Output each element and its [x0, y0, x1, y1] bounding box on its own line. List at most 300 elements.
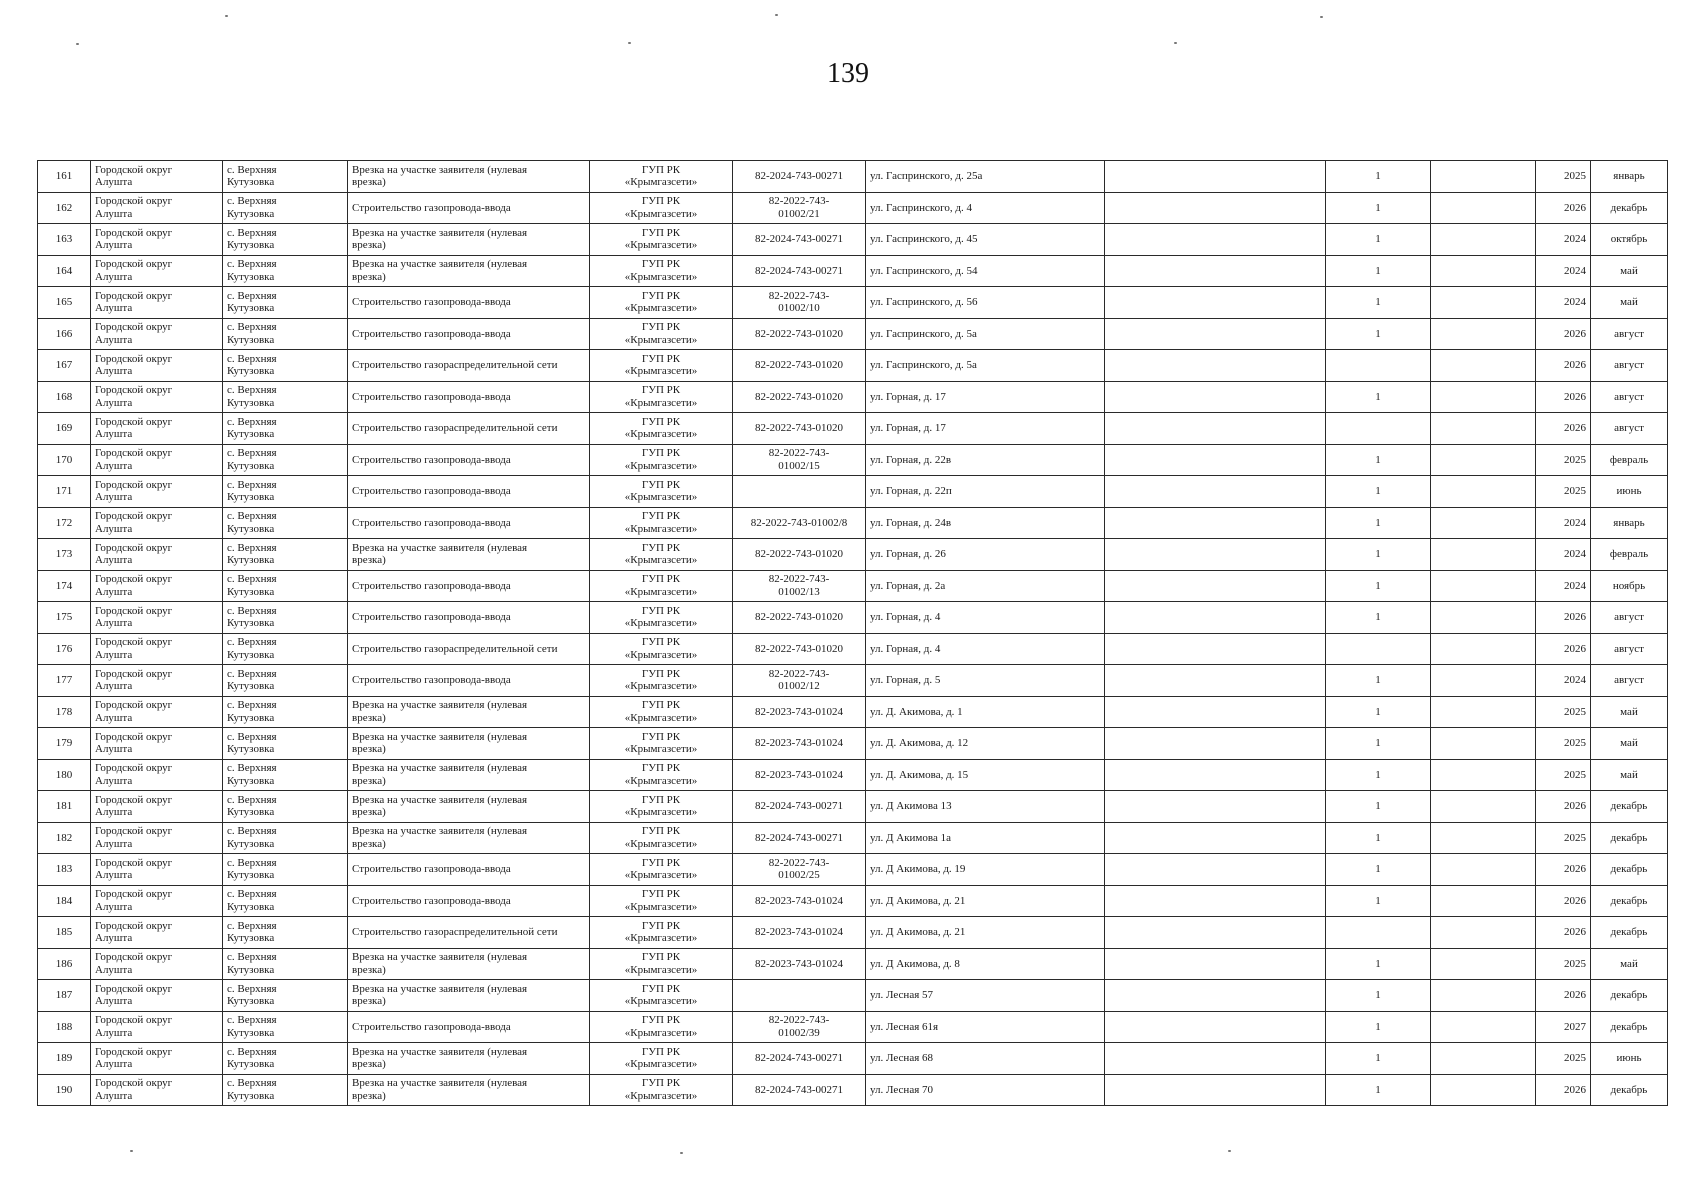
work-type-cell	[348, 507, 590, 539]
technical-conditions-cell	[733, 350, 866, 382]
work-type-line: врезка)	[352, 270, 386, 283]
settlement-cell	[223, 413, 348, 445]
blank-cell	[1431, 854, 1536, 886]
work-type-cell	[348, 413, 590, 445]
district-cell	[91, 570, 223, 602]
row-number-cell: 189	[38, 1043, 91, 1075]
settlement-cell	[223, 255, 348, 287]
technical-conditions-cell	[733, 980, 866, 1012]
organization-line: ГУП РК	[641, 1045, 681, 1058]
row-number-cell: 177	[38, 665, 91, 697]
blank-cell	[1105, 381, 1326, 413]
organization-line: ГУП РК	[641, 730, 681, 743]
row-number-cell: 187	[38, 980, 91, 1012]
count-cell: 1	[1326, 539, 1431, 571]
organization-cell	[590, 444, 733, 476]
address-cell: ул. Гаспринского, д. 4	[866, 192, 1105, 224]
technical-conditions-line: 82-2022-743-01020	[755, 548, 843, 560]
work-type-line: врезка)	[352, 711, 386, 724]
district-line: Городской округ	[95, 195, 173, 208]
blank-cell	[1431, 665, 1536, 697]
year-cell: 2025	[1536, 1043, 1591, 1075]
district-cell	[91, 224, 223, 256]
address-cell: ул. Д Акимова, д. 21	[866, 885, 1105, 917]
month-cell: ноябрь	[1591, 570, 1668, 602]
work-type-line: Врезка на участке заявителя (нулевая	[352, 1077, 528, 1090]
row-number-cell: 178	[38, 696, 91, 728]
district-line: Алушта	[95, 585, 133, 598]
organization-line: ГУП РК	[641, 447, 681, 460]
settlement-line: с. Верхняя	[227, 730, 277, 743]
month-cell: декабрь	[1591, 980, 1668, 1012]
organization-cell	[590, 318, 733, 350]
settlement-line: Кутузовка	[227, 743, 275, 756]
district-line: Алушта	[95, 680, 133, 693]
settlement-line: Кутузовка	[227, 333, 275, 346]
district-cell	[91, 161, 223, 193]
row-number-cell: 175	[38, 602, 91, 634]
settlement-line: Кутузовка	[227, 900, 275, 913]
technical-conditions-line: 01002/10	[778, 302, 820, 315]
table-row	[38, 192, 1668, 224]
organization-cell	[590, 413, 733, 445]
technical-conditions-line: 82-2023-743-01024	[755, 957, 843, 970]
technical-conditions-cell	[733, 602, 866, 634]
organization-cell	[590, 255, 733, 287]
row-number-cell: 181	[38, 791, 91, 823]
technical-conditions-line: 82-2022-743-01020	[755, 327, 843, 340]
count-cell: 1	[1326, 476, 1431, 508]
technical-conditions-cell	[733, 570, 866, 602]
work-type-line: врезка)	[352, 806, 386, 819]
table-row	[38, 1074, 1668, 1106]
organization-line: ГУП РК	[641, 384, 681, 397]
organization-line: «Крымгазсети»	[624, 743, 698, 756]
count-cell: 1	[1326, 665, 1431, 697]
technical-conditions-cell	[733, 1011, 866, 1043]
scan-speck	[680, 1152, 683, 1154]
blank-cell	[1105, 791, 1326, 823]
row-number-cell: 183	[38, 854, 91, 886]
blank-cell	[1105, 885, 1326, 917]
year-cell: 2027	[1536, 1011, 1591, 1043]
district-line: Городской округ	[95, 919, 173, 932]
organization-cell	[590, 885, 733, 917]
table-row	[38, 602, 1668, 634]
technical-conditions-cell	[733, 224, 866, 256]
organization-line: «Крымгазсети»	[624, 554, 698, 567]
settlement-cell	[223, 381, 348, 413]
work-type-line: Врезка на участке заявителя (нулевая	[352, 951, 528, 964]
year-cell: 2026	[1536, 633, 1591, 665]
row-number-cell: 179	[38, 728, 91, 760]
count-cell	[1326, 917, 1431, 949]
year-cell: 2026	[1536, 381, 1591, 413]
organization-line: «Крымгазсети»	[624, 522, 698, 535]
organization-cell	[590, 759, 733, 791]
district-line: Городской округ	[95, 604, 173, 617]
technical-conditions-line: 01002/12	[778, 680, 820, 693]
year-cell: 2026	[1536, 791, 1591, 823]
year-cell: 2025	[1536, 696, 1591, 728]
work-type-line: Строительство газопровода-ввода	[352, 579, 511, 592]
work-type-cell	[348, 602, 590, 634]
organization-line: «Крымгазсети»	[624, 585, 698, 598]
work-type-line: Врезка на участке заявителя (нулевая	[352, 226, 528, 239]
month-cell: май	[1591, 696, 1668, 728]
row-number-cell: 163	[38, 224, 91, 256]
settlement-line: Кутузовка	[227, 302, 275, 315]
settlement-line: с. Верхняя	[227, 919, 277, 932]
technical-conditions-cell	[733, 665, 866, 697]
district-line: Алушта	[95, 207, 133, 220]
year-cell: 2024	[1536, 507, 1591, 539]
scan-speck	[1320, 16, 1323, 18]
work-type-cell	[348, 948, 590, 980]
technical-conditions-cell	[733, 161, 866, 193]
district-line: Городской округ	[95, 762, 173, 775]
technical-conditions-cell	[733, 633, 866, 665]
technical-conditions-line: 82-2023-743-01024	[755, 894, 843, 907]
settlement-line: с. Верхняя	[227, 163, 277, 176]
month-cell: май	[1591, 948, 1668, 980]
month-cell: октябрь	[1591, 224, 1668, 256]
organization-line: «Крымгазсети»	[624, 1089, 698, 1102]
district-cell	[91, 1043, 223, 1075]
settlement-cell	[223, 192, 348, 224]
address-cell: ул. Горная, д. 4	[866, 633, 1105, 665]
technical-conditions-cell	[733, 822, 866, 854]
district-line: Алушта	[95, 963, 133, 976]
district-cell	[91, 917, 223, 949]
scan-speck	[76, 43, 79, 45]
blank-cell	[1105, 980, 1326, 1012]
district-line: Городской округ	[95, 573, 173, 586]
table-row	[38, 476, 1668, 508]
technical-conditions-cell	[733, 1043, 866, 1075]
blank-cell	[1431, 444, 1536, 476]
organization-cell	[590, 1074, 733, 1106]
settlement-line: Кутузовка	[227, 837, 275, 850]
settlement-cell	[223, 444, 348, 476]
work-type-line: Строительство газопровода-ввода	[352, 201, 511, 214]
district-line: Алушта	[95, 806, 133, 819]
address-cell: ул. Горная, д. 17	[866, 413, 1105, 445]
table-row	[38, 350, 1668, 382]
month-cell: май	[1591, 287, 1668, 319]
technical-conditions-cell	[733, 413, 866, 445]
row-number-cell: 169	[38, 413, 91, 445]
year-cell: 2026	[1536, 854, 1591, 886]
district-cell	[91, 665, 223, 697]
organization-line: «Крымгазсети»	[624, 396, 698, 409]
work-type-cell	[348, 287, 590, 319]
month-cell: май	[1591, 255, 1668, 287]
year-cell: 2026	[1536, 602, 1591, 634]
work-type-cell	[348, 980, 590, 1012]
organization-line: ГУП РК	[641, 667, 681, 680]
month-cell: август	[1591, 602, 1668, 634]
gasification-register-table	[37, 160, 1668, 1106]
count-cell: 1	[1326, 1074, 1431, 1106]
district-line: Алушта	[95, 239, 133, 252]
organization-line: «Крымгазсети»	[624, 239, 698, 252]
organization-line: «Крымгазсети»	[624, 932, 698, 945]
address-cell: ул. Д Акимова 1а	[866, 822, 1105, 854]
settlement-line: с. Верхняя	[227, 415, 277, 428]
organization-line: ГУП РК	[641, 258, 681, 271]
count-cell: 1	[1326, 602, 1431, 634]
organization-line: «Крымгазсети»	[624, 1026, 698, 1039]
settlement-line: с. Верхняя	[227, 1077, 277, 1090]
row-number-cell: 167	[38, 350, 91, 382]
organization-line: ГУП РК	[641, 793, 681, 806]
district-line: Городской округ	[95, 699, 173, 712]
year-cell: 2026	[1536, 413, 1591, 445]
settlement-line: Кутузовка	[227, 491, 275, 504]
row-number-cell: 185	[38, 917, 91, 949]
work-type-cell	[348, 350, 590, 382]
month-cell: май	[1591, 759, 1668, 791]
row-number-cell: 186	[38, 948, 91, 980]
settlement-line: с. Верхняя	[227, 541, 277, 554]
organization-cell	[590, 1043, 733, 1075]
organization-line: ГУП РК	[641, 919, 681, 932]
year-cell: 2026	[1536, 192, 1591, 224]
technical-conditions-cell	[733, 287, 866, 319]
organization-line: «Крымгазсети»	[624, 963, 698, 976]
settlement-line: Кутузовка	[227, 1026, 275, 1039]
table-row	[38, 759, 1668, 791]
month-cell: август	[1591, 413, 1668, 445]
count-cell: 1	[1326, 1043, 1431, 1075]
work-type-line: врезка)	[352, 995, 386, 1008]
table-row	[38, 287, 1668, 319]
settlement-line: Кутузовка	[227, 806, 275, 819]
organization-line: «Крымгазсети»	[624, 806, 698, 819]
district-line: Алушта	[95, 774, 133, 787]
table-row	[38, 444, 1668, 476]
organization-cell	[590, 224, 733, 256]
blank-cell	[1105, 854, 1326, 886]
settlement-cell	[223, 759, 348, 791]
organization-line: «Крымгазсети»	[624, 711, 698, 724]
district-line: Алушта	[95, 648, 133, 661]
organization-line: ГУП РК	[641, 762, 681, 775]
month-cell: декабрь	[1591, 885, 1668, 917]
organization-line: ГУП РК	[641, 289, 681, 302]
technical-conditions-cell	[733, 539, 866, 571]
blank-cell	[1105, 350, 1326, 382]
organization-line: ГУП РК	[641, 604, 681, 617]
table-row	[38, 1011, 1668, 1043]
district-line: Городской округ	[95, 1045, 173, 1058]
blank-cell	[1431, 287, 1536, 319]
work-type-line: врезка)	[352, 1089, 386, 1102]
table-row	[38, 318, 1668, 350]
settlement-line: с. Верхняя	[227, 1014, 277, 1027]
organization-cell	[590, 1011, 733, 1043]
settlement-line: с. Верхняя	[227, 195, 277, 208]
address-cell: ул. Горная, д. 26	[866, 539, 1105, 571]
organization-cell	[590, 287, 733, 319]
technical-conditions-line: 82-2022-743-	[768, 856, 830, 869]
district-line: Алушта	[95, 932, 133, 945]
address-cell: ул. Гаспринского, д. 25а	[866, 161, 1105, 193]
organization-cell	[590, 917, 733, 949]
district-line: Городской округ	[95, 667, 173, 680]
work-type-line: Врезка на участке заявителя (нулевая	[352, 163, 528, 176]
organization-line: ГУП РК	[641, 1077, 681, 1090]
district-line: Городской округ	[95, 1077, 173, 1090]
district-line: Городской округ	[95, 163, 173, 176]
technical-conditions-line: 82-2022-743-01020	[755, 359, 843, 371]
settlement-line: с. Верхняя	[227, 226, 277, 239]
settlement-cell	[223, 287, 348, 319]
year-cell: 2025	[1536, 948, 1591, 980]
technical-conditions-line: 82-2023-743-01024	[755, 926, 843, 938]
work-type-cell	[348, 917, 590, 949]
organization-line: ГУП РК	[641, 699, 681, 712]
row-number-cell: 176	[38, 633, 91, 665]
blank-cell	[1105, 1074, 1326, 1106]
organization-cell	[590, 570, 733, 602]
settlement-cell	[223, 350, 348, 382]
technical-conditions-cell	[733, 759, 866, 791]
month-cell: декабрь	[1591, 1074, 1668, 1106]
technical-conditions-line: 82-2022-743-01020	[755, 390, 843, 403]
technical-conditions-line: 01002/21	[778, 207, 820, 220]
work-type-line: Строительство газопровода-ввода	[352, 863, 511, 875]
settlement-line: Кутузовка	[227, 459, 275, 472]
technical-conditions-line: 82-2022-743-	[768, 667, 830, 680]
district-cell	[91, 318, 223, 350]
technical-conditions-line: 82-2023-743-01024	[755, 768, 843, 781]
blank-cell	[1431, 224, 1536, 256]
district-line: Городской округ	[95, 825, 173, 838]
scan-speck	[1174, 42, 1177, 44]
organization-line: «Крымгазсети»	[624, 333, 698, 346]
address-cell: ул. Гаспринского, д. 56	[866, 287, 1105, 319]
row-number-cell: 168	[38, 381, 91, 413]
district-cell	[91, 539, 223, 571]
technical-conditions-cell	[733, 507, 866, 539]
technical-conditions-line: 82-2022-743-01020	[755, 422, 843, 434]
work-type-cell	[348, 633, 590, 665]
organization-line: «Крымгазсети»	[624, 869, 698, 882]
row-number-cell: 184	[38, 885, 91, 917]
settlement-cell	[223, 1074, 348, 1106]
address-cell: ул. Д. Акимова, д. 15	[866, 759, 1105, 791]
work-type-line: Строительство газопровода-ввода	[352, 327, 511, 340]
work-type-cell	[348, 728, 590, 760]
district-cell	[91, 255, 223, 287]
settlement-line: Кутузовка	[227, 428, 275, 441]
address-cell: ул. Лесная 70	[866, 1074, 1105, 1106]
settlement-line: Кутузовка	[227, 1058, 275, 1071]
work-type-line: врезка)	[352, 743, 386, 756]
organization-line: «Крымгазсети»	[624, 302, 698, 315]
year-cell: 2024	[1536, 287, 1591, 319]
blank-cell	[1431, 791, 1536, 823]
organization-cell	[590, 728, 733, 760]
district-cell	[91, 696, 223, 728]
technical-conditions-line: 82-2022-743-	[768, 1014, 830, 1027]
settlement-cell	[223, 822, 348, 854]
settlement-cell	[223, 602, 348, 634]
district-line: Городской округ	[95, 730, 173, 743]
district-line: Городской округ	[95, 856, 173, 869]
blank-cell	[1105, 413, 1326, 445]
organization-line: ГУП РК	[641, 415, 681, 428]
district-line: Алушта	[95, 428, 133, 441]
organization-cell	[590, 854, 733, 886]
blank-cell	[1431, 1011, 1536, 1043]
blank-cell	[1431, 318, 1536, 350]
district-line: Алушта	[95, 176, 133, 189]
year-cell: 2025	[1536, 728, 1591, 760]
blank-cell	[1431, 633, 1536, 665]
work-type-cell	[348, 885, 590, 917]
work-type-cell	[348, 318, 590, 350]
blank-cell	[1431, 192, 1536, 224]
settlement-line: с. Верхняя	[227, 636, 277, 649]
organization-line: «Крымгазсети»	[624, 617, 698, 630]
table-row	[38, 161, 1668, 193]
month-cell: декабрь	[1591, 854, 1668, 886]
work-type-line: врезка)	[352, 176, 386, 189]
settlement-line: Кутузовка	[227, 995, 275, 1008]
settlement-line: с. Верхняя	[227, 604, 277, 617]
work-type-line: врезка)	[352, 963, 386, 976]
settlement-line: Кутузовка	[227, 869, 275, 882]
settlement-cell	[223, 224, 348, 256]
settlement-cell	[223, 885, 348, 917]
work-type-line: Строительство газопровода-ввода	[352, 611, 511, 623]
technical-conditions-cell	[733, 255, 866, 287]
settlement-cell	[223, 696, 348, 728]
address-cell: ул. Гаспринского, д. 5а	[866, 350, 1105, 382]
work-type-line: врезка)	[352, 1058, 386, 1071]
blank-cell	[1105, 633, 1326, 665]
settlement-cell	[223, 728, 348, 760]
count-cell	[1326, 350, 1431, 382]
count-cell: 1	[1326, 980, 1431, 1012]
year-cell: 2026	[1536, 917, 1591, 949]
technical-conditions-line: 82-2022-743-	[768, 447, 830, 460]
organization-line: «Крымгазсети»	[624, 995, 698, 1008]
count-cell: 1	[1326, 318, 1431, 350]
work-type-cell	[348, 192, 590, 224]
settlement-line: Кутузовка	[227, 585, 275, 598]
blank-cell	[1105, 728, 1326, 760]
organization-cell	[590, 350, 733, 382]
address-cell: ул. Д Акимова, д. 21	[866, 917, 1105, 949]
blank-cell	[1105, 759, 1326, 791]
technical-conditions-line: 82-2023-743-01024	[755, 705, 843, 718]
month-cell: август	[1591, 350, 1668, 382]
organization-line: «Крымгазсети»	[624, 1058, 698, 1071]
district-line: Алушта	[95, 995, 133, 1008]
technical-conditions-line: 82-2024-743-00271	[755, 1083, 843, 1096]
scan-speck	[628, 42, 631, 44]
organization-cell	[590, 822, 733, 854]
settlement-line: Кутузовка	[227, 176, 275, 189]
work-type-line: Строительство газораспределительной сети	[352, 642, 558, 655]
technical-conditions-cell	[733, 917, 866, 949]
organization-line: ГУП РК	[641, 226, 681, 239]
blank-cell	[1105, 507, 1326, 539]
